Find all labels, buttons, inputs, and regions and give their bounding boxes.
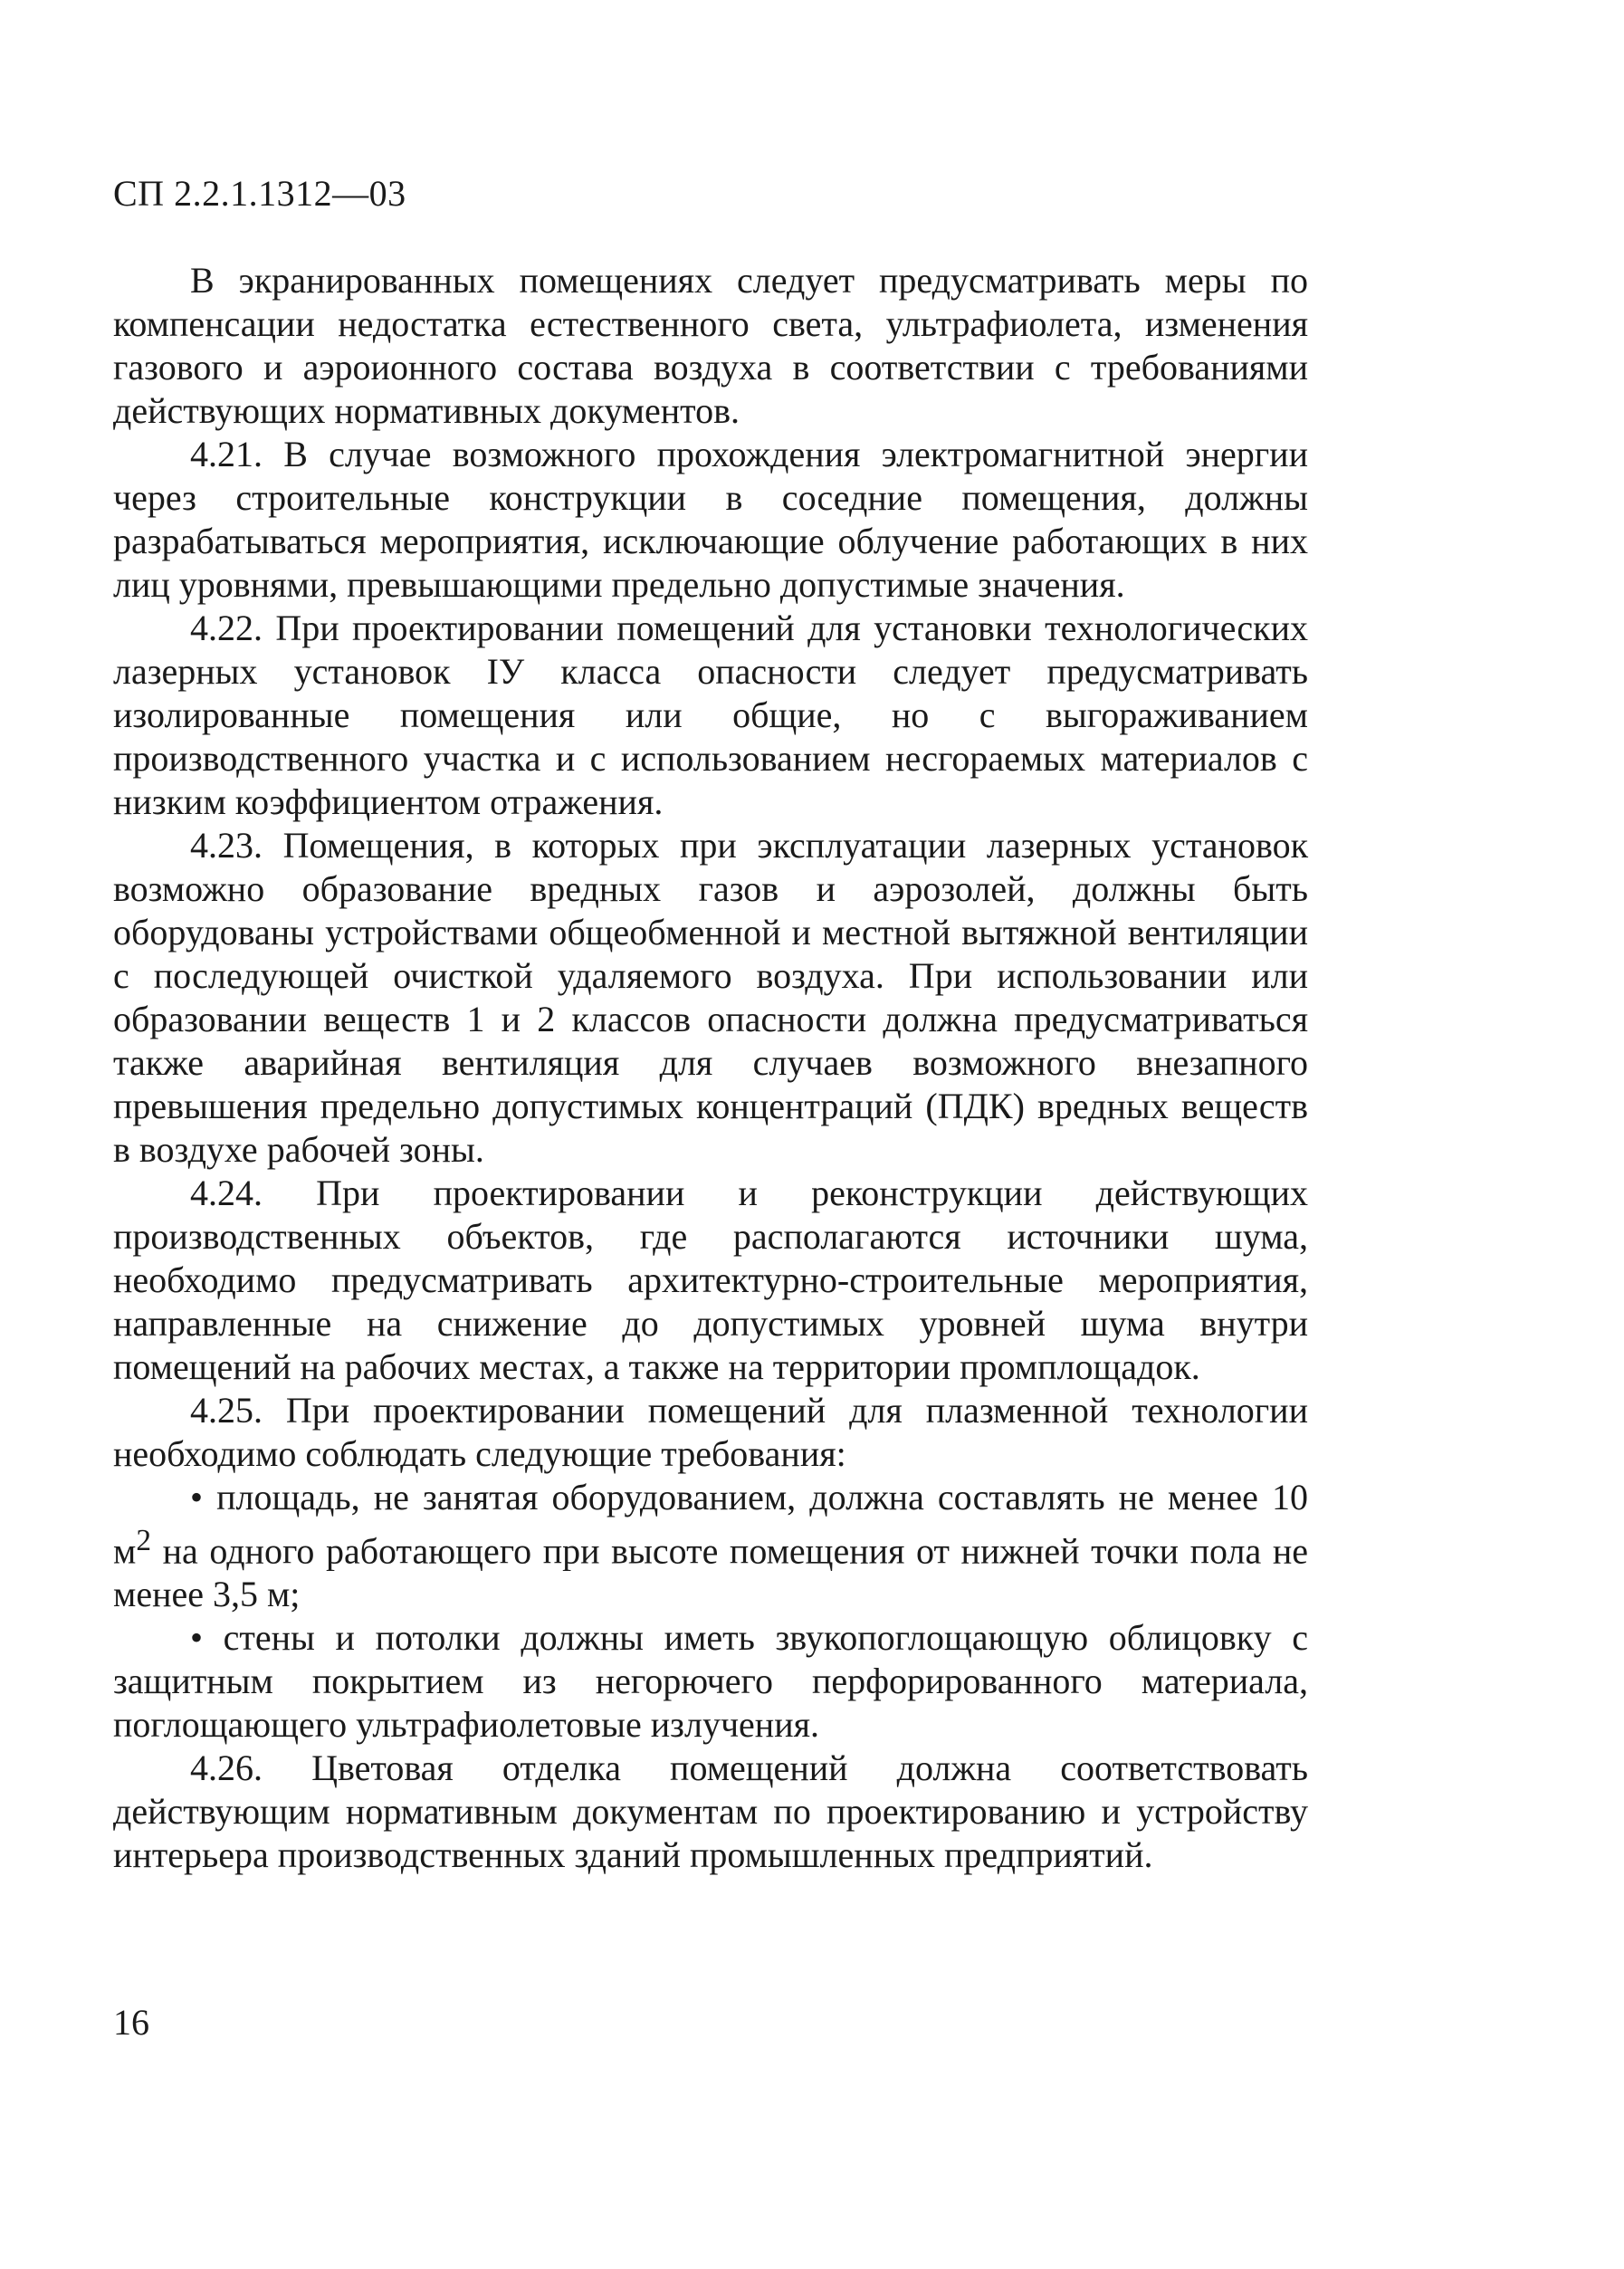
- body-text: [113, 259, 1308, 1877]
- document-code: СП 2.2.1.1312—03: [113, 173, 406, 214]
- paragraph-4-25: 4.25. При проектировании помещений для плазменной технологии необходимо соблюдать следующие требования:: [113, 1390, 1308, 1474]
- bullet-floor-area-text: площадь, не занятая оборудованием, должна составлять не менее 10 м: [113, 1477, 1308, 1572]
- page-number: 16: [113, 2002, 149, 2043]
- paragraph-4-24: 4.24. При проектировании и реконструкции действующих производственных объектов, где располагаются источники шума, необходимо предусматривать архитектурно-строительные мероприятия, направленные на снижение до допустимых уровней шума внутри помещений на рабочих местах, а также на территории промплощадок.: [113, 1173, 1308, 1387]
- superscript-square: 2: [136, 1524, 151, 1557]
- bullet-item-floor-area: [113, 1476, 1308, 1616]
- paragraph-screened-rooms: В экранированных помещениях следует предусматривать меры по компенсации недостатка естественного света, ультрафиолета, изменения газового и аэроионного состава воздуха в соответствии с требованиями действующих нормативных документов.: [113, 260, 1308, 431]
- bullet-floor-area-text-end: на одного работающего при высоте помещения от нижней точки пола не менее 3,5 м;: [113, 1530, 1308, 1615]
- paragraph-4-23: 4.23. Помещения, в которых при эксплуатации лазерных установок возможно образование вредных газов и аэрозолей, должны быть оборудованы устройствами общеобменной и местной вытяжной вентиляции с последующей очисткой удаляемого воздуха. При использовании или образовании веществ 1 и 2 классов опасности должна предусматриваться также аварийная вентиляция для случаев возможного внезапного превышения предельно допустимых концентраций (ПДК) вредных веществ в воздухе рабочей зоны.: [113, 825, 1308, 1170]
- paragraph-4-26: 4.26. Цветовая отделка помещений должна соответствовать действующим нормативным документам по проектированию и устройству интерьера производственных зданий промышленных предприятий.: [113, 1747, 1308, 1876]
- bullet-item-walls: • стены и потолки должны иметь звукопоглощающую облицовку с защитным покрытием из негорючего перфорированного материала, поглощающего ультрафиолетовые излучения.: [113, 1616, 1308, 1747]
- paragraph-4-21: 4.21. В случае возможного прохождения электромагнитной энергии через строительные конструкции в соседние помещения, должны разрабатываться мероприятия, исключающие облучение работающих в них лиц уровнями, превышающими предельно допустимые значения.: [113, 434, 1308, 605]
- paragraph-4-22: 4.22. При проектировании помещений для установки технологических лазерных установок IУ класса опасности следует предусматривать изолированные помещения или общие, но с выгораживанием производственного участка и с использованием несгораемых материалов с низким коэффициентом отражения.: [113, 608, 1308, 822]
